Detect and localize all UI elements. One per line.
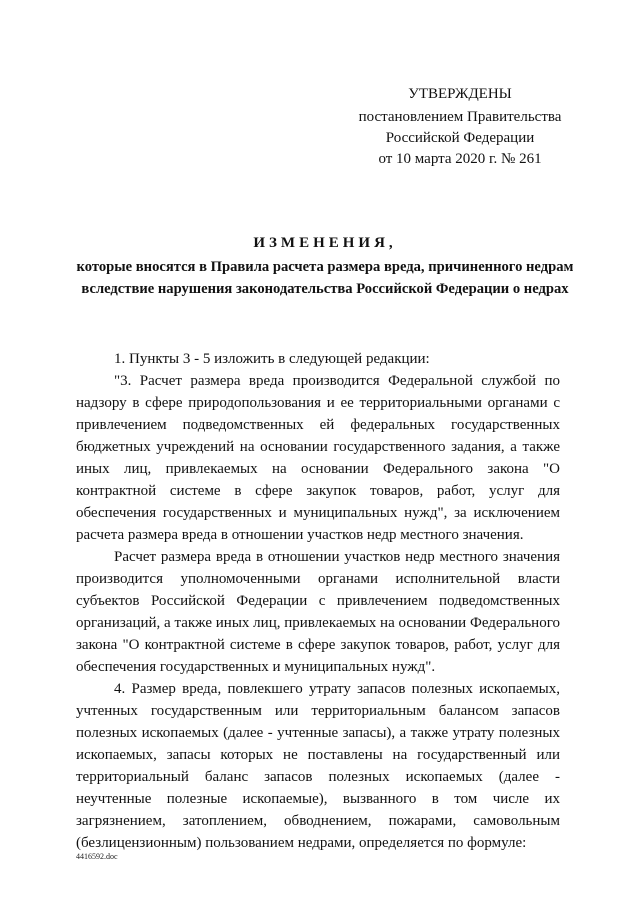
document-file-code: 4416592.doc: [76, 852, 118, 861]
approval-line-2: Российской Федерации: [385, 130, 535, 146]
paragraph-4: 4. Размер вреда, повлекшего утрату запасов полезных ископаемых, учтенных государственным или территориальным балансом запасов полезных ископаемых (далее - учтенные запасы), а также утрату полезных ископаемых, запасы которых не поставлены на государственный или территориальный баланс запасов полезных ископаемых (далее - неучтенные полезные ископаемые), вызванного в том числе их загрязнением, затоплением, обводнением, пожарами, самовольным (безлицензионным) пользованием недрами, определяется по формуле:: [76, 681, 560, 851]
title-main: ИЗМЕНЕНИЯ,: [253, 235, 397, 251]
title-subtitle: которые вносятся в Правила расчета размера вреда, причиненного недрам вследствие нарушения законодательства Российской Федерации о недрах: [76, 259, 574, 297]
paragraph-3: Расчет размера вреда в отношении участков недр местного значения производится уполномоченными органами исполнительной власти субъектов Российской Федерации с привлечением подведомственных организаций, а также иных лиц, привлекаемых на основании Федерального закона "О контрактной системе в сфере закупок товаров, работ, услуг для обеспечения государственных и муниципальных нужд".: [76, 549, 560, 675]
paragraph-2: "3. Расчет размера вреда производится Федеральной службой по надзору в сфере природопользования и ее территориальными органами с привлечением подведомственных ей федеральных государственных бюджетных учреждений на основании государственного задания, а также иных лиц, привлекаемых на основании Федерального закона "О контрактной системе в сфере закупок товаров, работ, услуг для обеспечения государственных и муниципальных нужд", за исключением расчета размера вреда в отношении участков недр местного значения.: [76, 373, 560, 543]
approval-block: [330, 84, 590, 170]
paragraph-1: 1. Пункты 3 - 5 изложить в следующей редакции:: [114, 351, 430, 367]
approval-line-3: от 10 марта 2020 г. № 261: [378, 151, 542, 167]
approval-line-1: постановлением Правительства: [358, 109, 562, 125]
approval-heading: УТВЕРЖДЕНЫ: [408, 86, 512, 102]
document-title: [70, 232, 580, 300]
document-body: [76, 348, 560, 854]
